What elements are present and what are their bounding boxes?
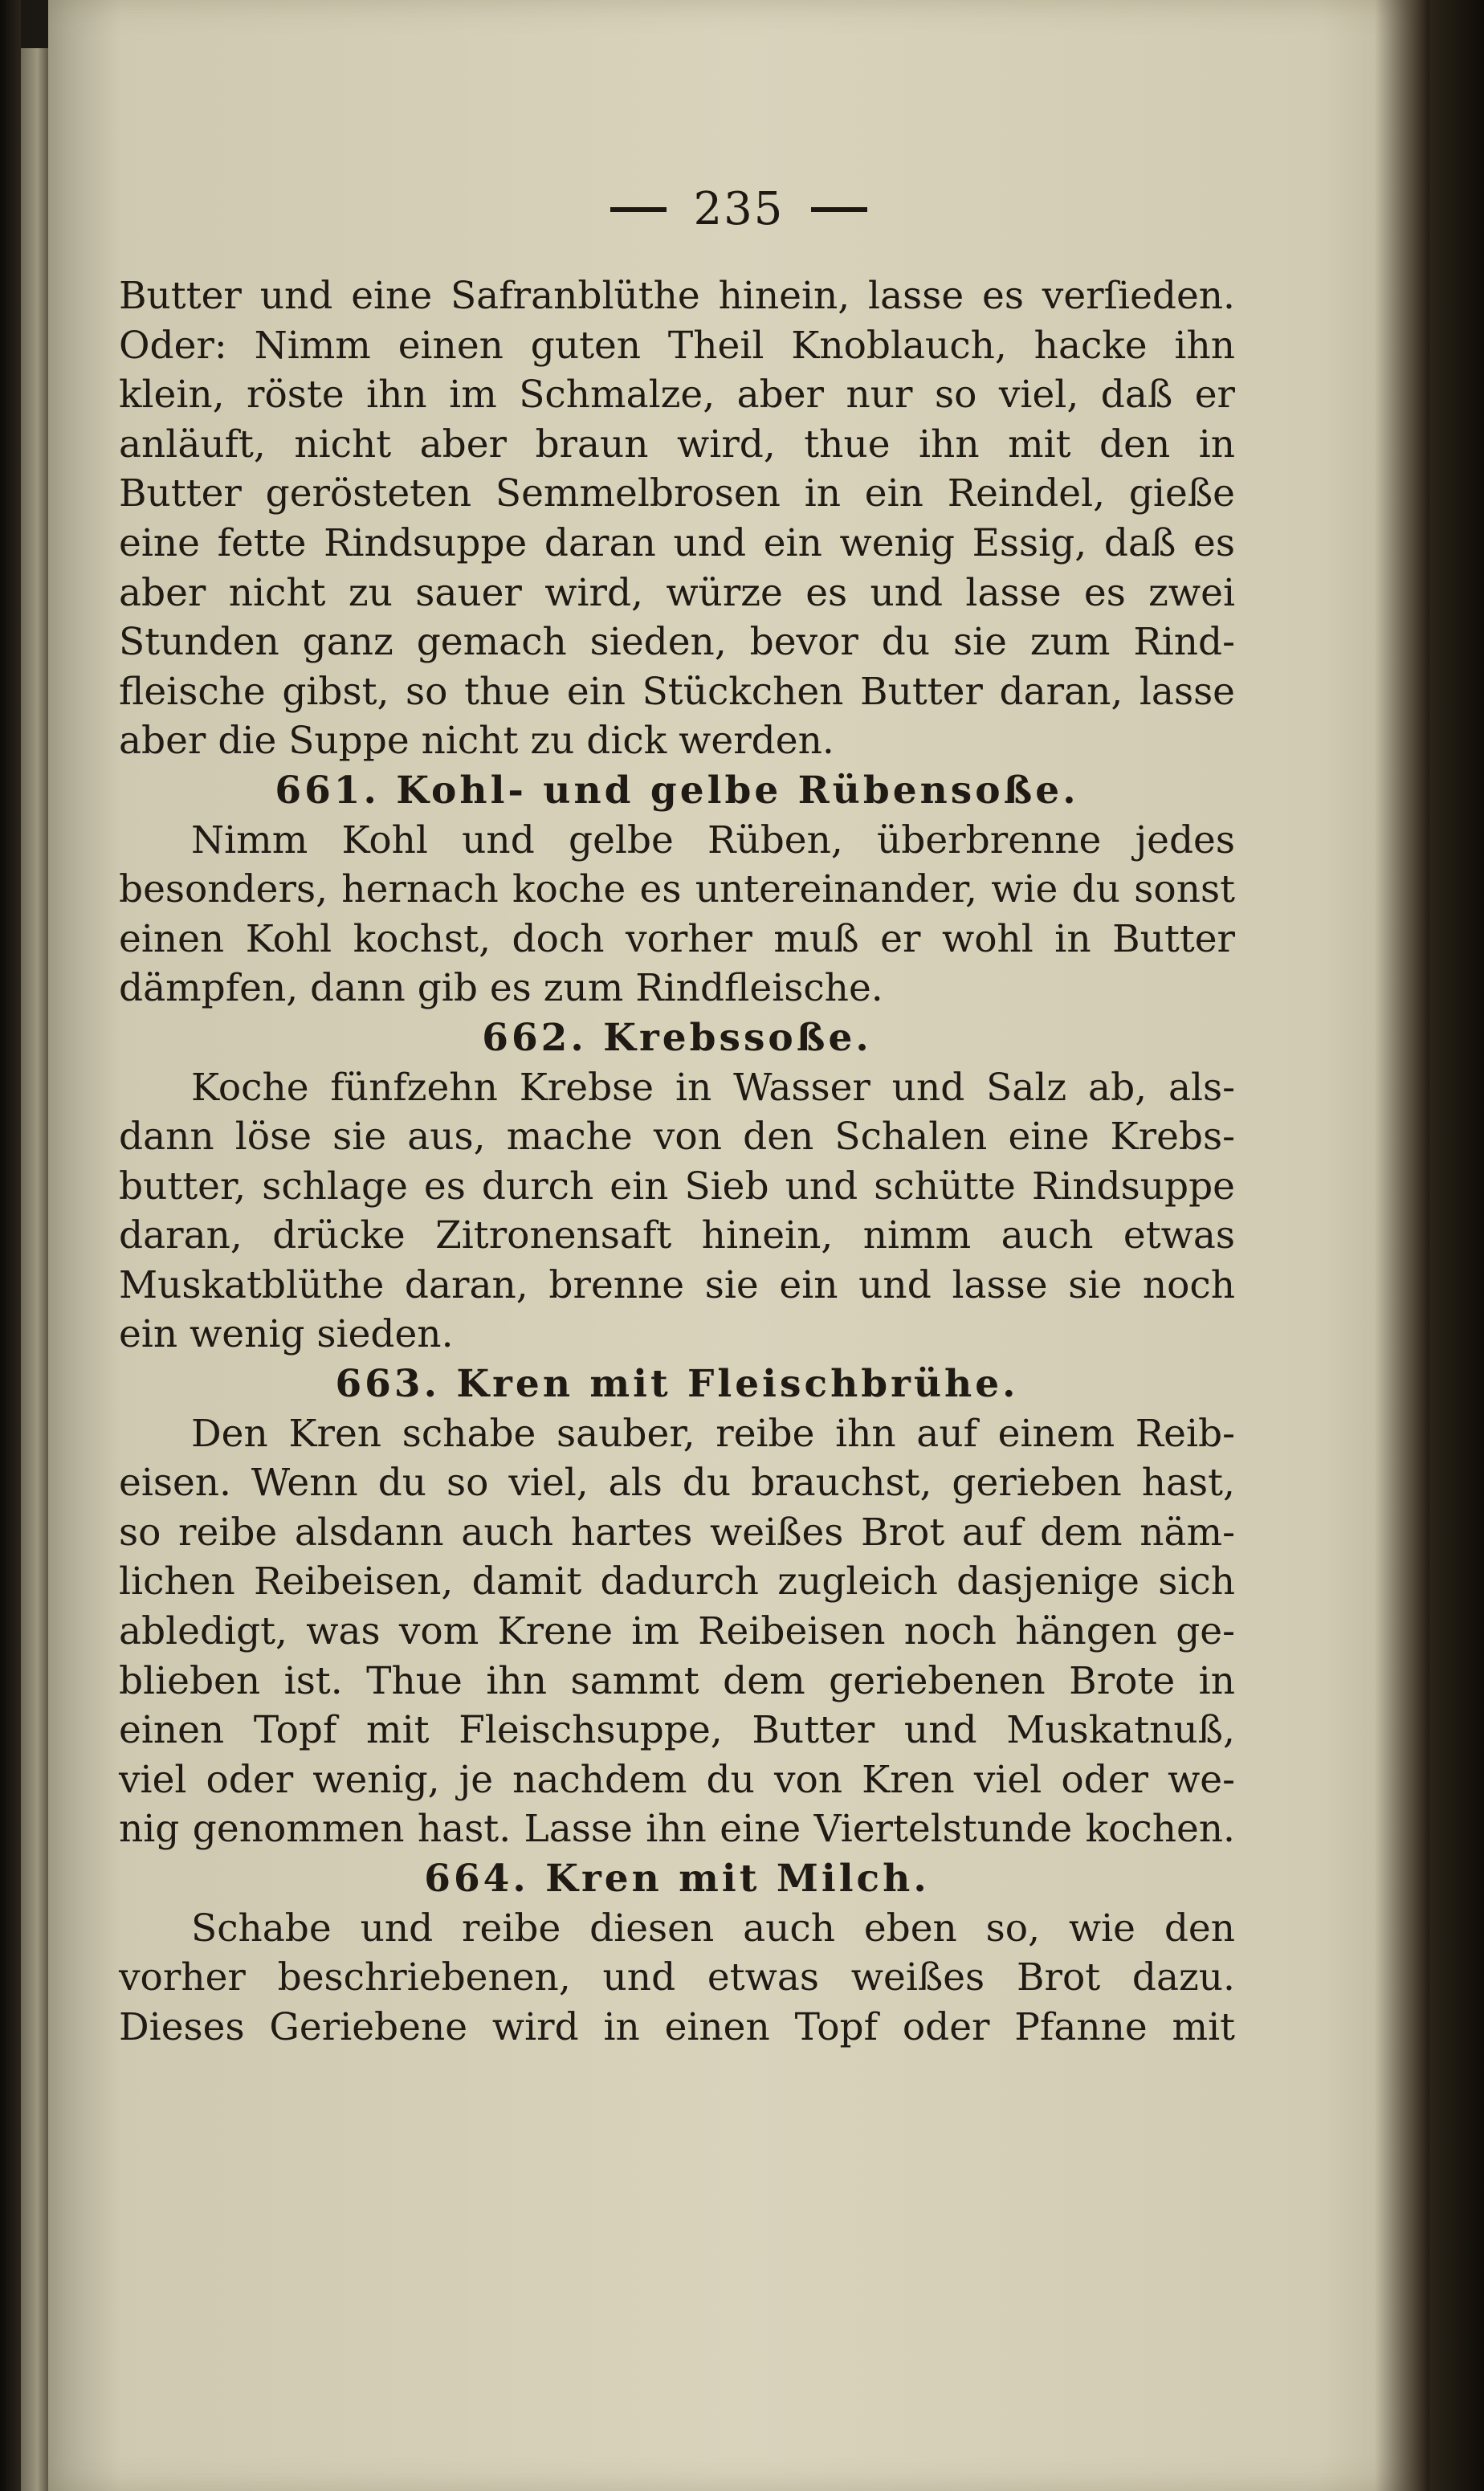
text-line: aber die Suppe nicht zu dick werden. <box>119 719 834 764</box>
text-line: Schabe und reibe diesen auch eben so, wie den <box>191 1906 1235 1951</box>
recipe-heading-662: 662. Krebssoße. <box>482 1015 872 1060</box>
text-line: Nimm Kohl und gelbe Rüben, überbrenne jedes <box>191 817 1235 862</box>
recipe-heading-661: 661. Kohl- und gelbe Rübensoße. <box>275 768 1079 813</box>
text-line: fleische gibst, so thue ein Stückchen Butter daran, lasse <box>119 669 1235 714</box>
text-line: Butter gerösteten Semmelbrosen in ein Reindel, gieße <box>119 471 1235 516</box>
text-line: daran, drücke Zitronensaft hinein, nimm auch etwas <box>119 1213 1235 1258</box>
recipe-heading-664: 664. Kren mit Milch. <box>424 1857 930 1901</box>
recipe-heading-663: 663. Kren mit Fleischbrühe. <box>335 1362 1019 1407</box>
text-line: Oder: Nimm einen guten Theil Knoblauch, hacke ihn <box>119 323 1235 368</box>
text-line: anläuft, nicht aber braun wird, thue ihn mit den in <box>119 422 1235 467</box>
paragraph-continuation <box>119 271 1235 766</box>
text-line: Den Kren schabe sauber, reibe ihn auf einem Reib- <box>191 1411 1235 1456</box>
recipe-paragraph-661 <box>119 816 1235 1013</box>
text-line: dämpfen, dann gib es zum Rindfleische. <box>119 966 883 1011</box>
text-line: eisen. Wenn du so viel, als du brauchst, gerieben hast, <box>119 1461 1235 1506</box>
text-line: besonders, hernach koche es untereinander, wie du sonst <box>119 867 1235 912</box>
text-line: klein, röste ihn im Schmalze, aber nur so viel, daß er <box>119 373 1235 418</box>
page-text <box>119 271 1235 2052</box>
recipe-paragraph-664 <box>119 1904 1235 2053</box>
previous-page-edge <box>21 48 48 2491</box>
text-line: Dieses Geriebene wird in einen Topf oder Pfanne mit <box>119 2004 1235 2049</box>
text-line: so reibe alsdann auch hartes weißes Brot auf dem näm- <box>119 1510 1235 1555</box>
recipe-paragraph-663 <box>119 1409 1235 1854</box>
page-number: 235 <box>693 183 785 235</box>
text-line: einen Topf mit Fleischsuppe, Butter und Muskatnuß, <box>119 1708 1235 1753</box>
text-line: viel oder wenig, je nachdem du von Kren viel oder we- <box>119 1757 1235 1802</box>
text-line: vorher beschriebenen, und etwas weißes Brot dazu. <box>119 1955 1235 2000</box>
text-line: dann löse sie aus, mache von den Schalen eine Krebs- <box>119 1115 1235 1160</box>
book-spine <box>0 0 21 2491</box>
text-line: Koche fünfzehn Krebse in Wasser und Salz ab, als- <box>191 1065 1235 1110</box>
text-line: Muskatblüthe daran, brenne sie ein und lasse sie noch <box>119 1262 1235 1307</box>
text-line: einen Kohl kochst, doch vorher muß er wohl in Butter <box>119 916 1235 961</box>
text-line: blieben ist. Thue ihn sammt dem geriebenen Brote in <box>119 1658 1235 1703</box>
header-dash-left <box>610 207 667 212</box>
header-dash-right <box>811 207 867 212</box>
text-line: Stunden ganz gemach sieden, bevor du sie zum Rind- <box>119 620 1235 665</box>
text-line: lichen Reibeisen, damit dadurch zugleich dasjenige sich <box>119 1559 1235 1604</box>
recipe-paragraph-662 <box>119 1063 1235 1360</box>
book-page <box>48 0 1429 2491</box>
text-line: abledigt, was vom Krene im Reibeisen noch hängen ge- <box>119 1609 1235 1654</box>
page-header <box>48 183 1429 235</box>
book-edge <box>1429 0 1484 2491</box>
text-line: nig genommen hast. Lasse ihn eine Viertelstunde kochen. <box>119 1807 1235 1852</box>
text-line: Butter und eine Safranblüthe hinein, lasse es verſieden. <box>119 274 1235 318</box>
text-line: ein wenig sieden. <box>119 1312 454 1357</box>
text-line: aber nicht zu sauer wird, würze es und lasse es zwei <box>119 570 1235 615</box>
text-line: eine fette Rindsuppe daran und ein wenig Essig, daß es <box>119 520 1235 565</box>
text-line: butter, schlage es durch ein Sieb und schütte Rindsuppe <box>119 1164 1235 1209</box>
